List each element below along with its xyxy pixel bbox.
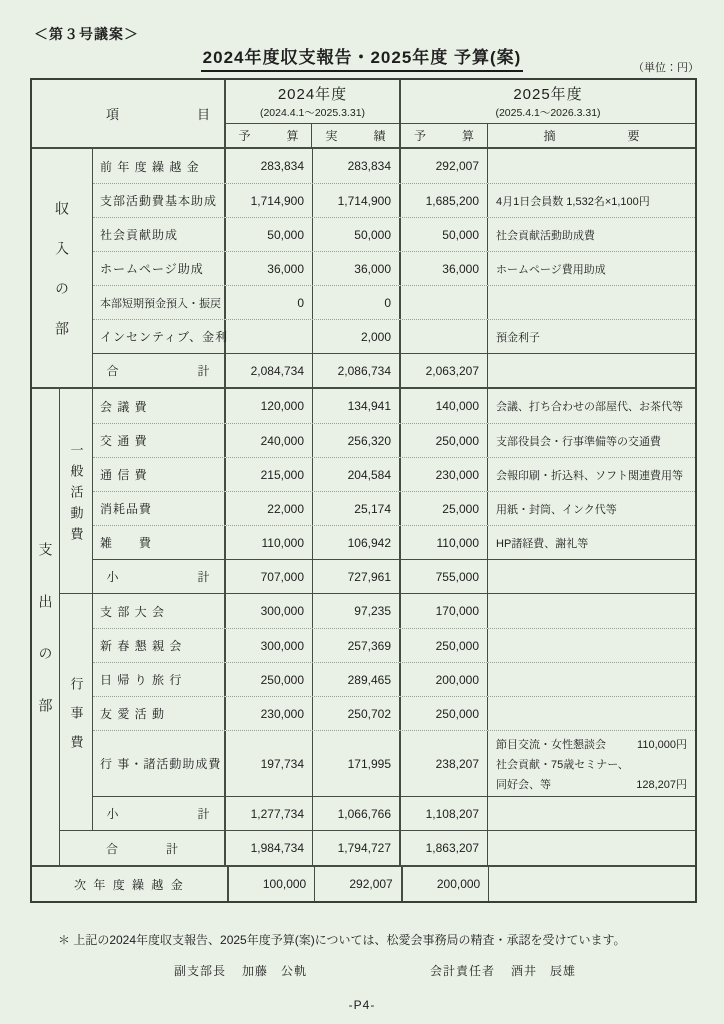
col-header-budget-2024: 予 算	[226, 124, 312, 147]
cell-budget-2024: 2,084,734	[226, 354, 313, 387]
unit-note: （単位：円）	[633, 62, 699, 74]
table-row	[93, 594, 695, 628]
header-fy2025	[401, 80, 695, 123]
cell-budget-2025: 230,000	[401, 458, 488, 491]
cell-budget-2025	[401, 320, 488, 353]
table-row	[93, 285, 695, 319]
cell-budget-2024: 1,714,900	[226, 184, 313, 217]
cell-actual-2024: 0	[313, 286, 401, 319]
header-fy2024	[226, 80, 399, 123]
cell-budget-2024: 1,277,734	[226, 797, 313, 830]
cell-actual-2024: 134,941	[313, 389, 401, 423]
expense-total-row	[60, 830, 695, 865]
expense-section-label-cell	[32, 389, 60, 865]
table-row	[93, 525, 695, 559]
cell-remarks: ホームページ費用助成	[496, 263, 606, 276]
cell-remarks	[488, 286, 695, 319]
cell-remarks	[488, 560, 695, 593]
events-rows	[93, 594, 695, 830]
cell-budget-2024: 50,000	[226, 218, 313, 251]
cell-item-label: 本部短期預金預入・振戻	[93, 286, 226, 319]
income-section	[32, 149, 695, 387]
cell-remarks: 社会貢献活動助成費	[496, 229, 595, 242]
table-row	[93, 217, 695, 251]
grant-remark-amount: 110,000円	[637, 738, 687, 751]
cell-remarks	[488, 663, 695, 696]
cell-budget-2025: 170,000	[401, 594, 488, 628]
cell-remarks	[488, 629, 695, 662]
cell-remarks: HP諸経費、謝礼等	[496, 537, 589, 550]
cell-budget-2024: 0	[226, 286, 313, 319]
general-group-label-cell	[60, 389, 93, 593]
cell-actual-2024: 171,995	[313, 731, 401, 796]
cell-actual-2024: 250,702	[313, 697, 401, 730]
header-fy2025-columns	[401, 123, 695, 147]
cell-budget-2025: 25,000	[401, 492, 488, 525]
income-section-label: 収入の部	[54, 201, 70, 361]
cell-item-label: 合 計	[93, 354, 226, 387]
cell-actual-2024: 36,000	[313, 252, 401, 285]
header-fy2025-period: (2025.4.1～2026.3.31)	[495, 106, 601, 119]
vice-manager-name: 加藤 公軌	[242, 964, 308, 978]
header-group-fy2024	[226, 80, 401, 147]
cell-budget-2024	[226, 320, 313, 353]
grant-remark-line	[496, 756, 687, 772]
accountant-signature	[430, 962, 576, 979]
vice-manager-label: 副支部長	[174, 964, 227, 978]
expense-section-label: 支出の部	[37, 542, 54, 750]
cell-budget-2024: 250,000	[226, 663, 313, 696]
cell-item-label: 会 議 費	[93, 389, 226, 423]
table-row	[93, 183, 695, 217]
col-header-remarks: 摘 要	[543, 128, 640, 143]
income-rows	[93, 149, 695, 387]
cell-budget-2025: 2,063,207	[401, 354, 488, 387]
cell-remarks: 会報印刷・折込料、ソフト関連費用等	[496, 469, 683, 482]
cell-budget-2024: 215,000	[226, 458, 313, 491]
header-fy2024-title: 2024年度	[277, 85, 348, 103]
cell-remarks	[488, 149, 695, 183]
cell-actual-2024: 289,465	[313, 663, 401, 696]
grant-row	[93, 730, 695, 796]
expense-groups	[60, 389, 695, 865]
cell-item-label: 次 年 度 繰 越 金	[32, 867, 229, 901]
cell-budget-2024: 36,000	[226, 252, 313, 285]
cell-budget-2024: 1,984,734	[226, 831, 313, 865]
cell-actual-2024: 50,000	[313, 218, 401, 251]
cell-budget-2024: 240,000	[226, 424, 313, 457]
grant-remark-line	[496, 736, 687, 752]
cell-item-label: 友 愛 活 動	[93, 697, 226, 730]
expense-section	[32, 387, 695, 865]
cell-budget-2024: 707,000	[226, 560, 313, 593]
cell-item-label: ホームページ助成	[93, 252, 226, 285]
cell-budget-2025: 292,007	[401, 149, 488, 183]
cell-remarks-multiline	[488, 731, 695, 796]
cell-remarks	[488, 354, 695, 387]
cell-actual-2024: 1,794,727	[313, 831, 401, 865]
cell-actual-2024: 257,369	[313, 629, 401, 662]
page-title: 2024年度収支報告・2025年度 予算(案)	[201, 43, 524, 72]
grant-remark-text: 同好会、等	[496, 778, 551, 791]
header-fy2024-period: (2024.4.1～2025.3.31)	[259, 106, 366, 119]
cell-actual-2024: 283,834	[313, 149, 401, 183]
table-row	[93, 696, 695, 730]
cell-budget-2025	[401, 286, 488, 319]
vice-manager-signature	[174, 962, 307, 979]
title-wrap	[0, 43, 724, 72]
cell-budget-2025: 250,000	[401, 424, 488, 457]
cell-budget-2024: 110,000	[226, 526, 313, 559]
cell-budget-2025: 200,000	[403, 867, 490, 901]
footnote: ＊ 上記の2024年度収支報告、2025年度予算(案)については、松愛会事務局の精査・承認を受けています。	[58, 933, 626, 947]
table-row	[93, 457, 695, 491]
cell-remarks: 4月1日会員数 1,532名×1,100円	[496, 195, 650, 208]
cell-remarks: 支部役員会・行事準備等の交通費	[496, 435, 661, 448]
cell-item-label: 雑 費	[93, 526, 226, 559]
cell-actual-2024: 2,000	[313, 320, 401, 353]
cell-budget-2025: 755,000	[401, 560, 488, 593]
cell-actual-2024: 256,320	[313, 424, 401, 457]
cell-remarks	[488, 797, 695, 830]
cell-actual-2024: 97,235	[313, 594, 401, 628]
cell-actual-2024: 106,942	[313, 526, 401, 559]
cell-budget-2025: 1,863,207	[401, 831, 488, 865]
grant-remark-text: 節目交流・女性懇談会	[496, 738, 606, 751]
table-row	[93, 149, 695, 183]
cell-budget-2025: 1,685,200	[401, 184, 488, 217]
header-fy2024-columns	[226, 123, 399, 147]
col-header-budget-2025: 予 算	[401, 124, 488, 147]
cell-remarks	[488, 594, 695, 628]
general-rows	[93, 389, 695, 593]
cell-budget-2025: 140,000	[401, 389, 488, 423]
cell-budget-2024: 22,000	[226, 492, 313, 525]
cell-remarks	[489, 867, 695, 901]
cell-budget-2025: 36,000	[401, 252, 488, 285]
cell-remarks: 預金利子	[496, 331, 540, 344]
col-header-actual-2024: 実 績	[325, 128, 386, 143]
budget-table	[30, 78, 697, 903]
income-total-row	[93, 353, 695, 387]
cell-item-label: 前 年 度 繰 越 金	[93, 149, 226, 183]
header-fy2025-title: 2025年度	[513, 85, 583, 103]
grant-remark-amount: 128,207円	[636, 778, 687, 791]
general-subtotal-row	[93, 559, 695, 593]
cell-actual-2024: 727,961	[313, 560, 401, 593]
cell-budget-2025: 250,000	[401, 629, 488, 662]
cell-remarks: 用紙・封筒、インク代等	[496, 503, 617, 516]
proposal-tag: ＜第３号議案＞	[34, 26, 139, 42]
grant-remark-line	[496, 776, 687, 792]
events-group-label-cell	[60, 594, 93, 830]
cell-actual-2024: 292,007	[315, 867, 403, 901]
table-row	[93, 491, 695, 525]
cell-item-label: インセンティブ、金利	[93, 320, 226, 353]
cell-budget-2024: 120,000	[226, 389, 313, 423]
cell-budget-2024: 300,000	[226, 594, 313, 628]
cell-budget-2025: 250,000	[401, 697, 488, 730]
header-item-label: 項 目	[32, 80, 226, 147]
table-header	[32, 80, 695, 149]
header-group-fy2025	[401, 80, 695, 147]
grant-remark-text: 社会貢献・75歳セミナー、	[496, 758, 629, 771]
events-group	[60, 593, 695, 830]
income-section-label-cell	[32, 149, 93, 387]
cell-item-label: 支 部 大 会	[93, 594, 226, 628]
cell-actual-2024: 1,714,900	[313, 184, 401, 217]
cell-remarks: 会議、打ち合わせの部屋代、お茶代等	[496, 401, 683, 413]
events-group-label: 行事費	[68, 676, 84, 764]
cell-item-label: 社会貢献助成	[93, 218, 226, 251]
cell-remarks	[488, 831, 695, 865]
cell-item-label: 消耗品費	[93, 492, 226, 525]
accountant-label: 会計責任者	[430, 964, 496, 978]
cell-item-label: 通 信 費	[93, 458, 226, 491]
cell-budget-2024: 283,834	[226, 149, 313, 183]
page-number: -P4-	[348, 998, 376, 1012]
table-row	[93, 389, 695, 423]
cell-actual-2024: 2,086,734	[313, 354, 401, 387]
cell-budget-2024: 300,000	[226, 629, 313, 662]
events-subtotal-row	[93, 796, 695, 830]
table-row	[93, 251, 695, 285]
accountant-name: 酒井 辰雄	[511, 964, 577, 978]
cell-item-label: 日 帰 り 旅 行	[93, 663, 226, 696]
cell-item-label: 新 春 懇 親 会	[93, 629, 226, 662]
cell-item-label: 小 計	[93, 560, 226, 593]
cell-budget-2025: 50,000	[401, 218, 488, 251]
cell-budget-2024: 197,734	[226, 731, 313, 796]
table-row	[93, 319, 695, 353]
cell-budget-2024: 100,000	[229, 867, 316, 901]
cell-item-label: 行 事・諸活動助成費	[93, 731, 226, 796]
cell-actual-2024: 1,066,766	[313, 797, 401, 830]
cell-remarks	[488, 697, 695, 730]
cell-budget-2024: 230,000	[226, 697, 313, 730]
general-activity-group	[60, 389, 695, 593]
carryover-row	[32, 865, 695, 901]
general-group-label: 一般活動費	[68, 442, 84, 548]
cell-budget-2025: 238,207	[401, 731, 488, 796]
cell-actual-2024: 25,174	[313, 492, 401, 525]
cell-item-label: 合 計	[60, 831, 226, 865]
cell-budget-2025: 1,108,207	[401, 797, 488, 830]
cell-item-label: 交 通 費	[93, 424, 226, 457]
cell-budget-2025: 110,000	[401, 526, 488, 559]
cell-item-label: 小 計	[93, 797, 226, 830]
cell-item-label: 支部活動費基本助成	[93, 184, 226, 217]
cell-actual-2024: 204,584	[313, 458, 401, 491]
table-row	[93, 423, 695, 457]
table-row	[93, 662, 695, 696]
cell-budget-2025: 200,000	[401, 663, 488, 696]
table-row	[93, 628, 695, 662]
